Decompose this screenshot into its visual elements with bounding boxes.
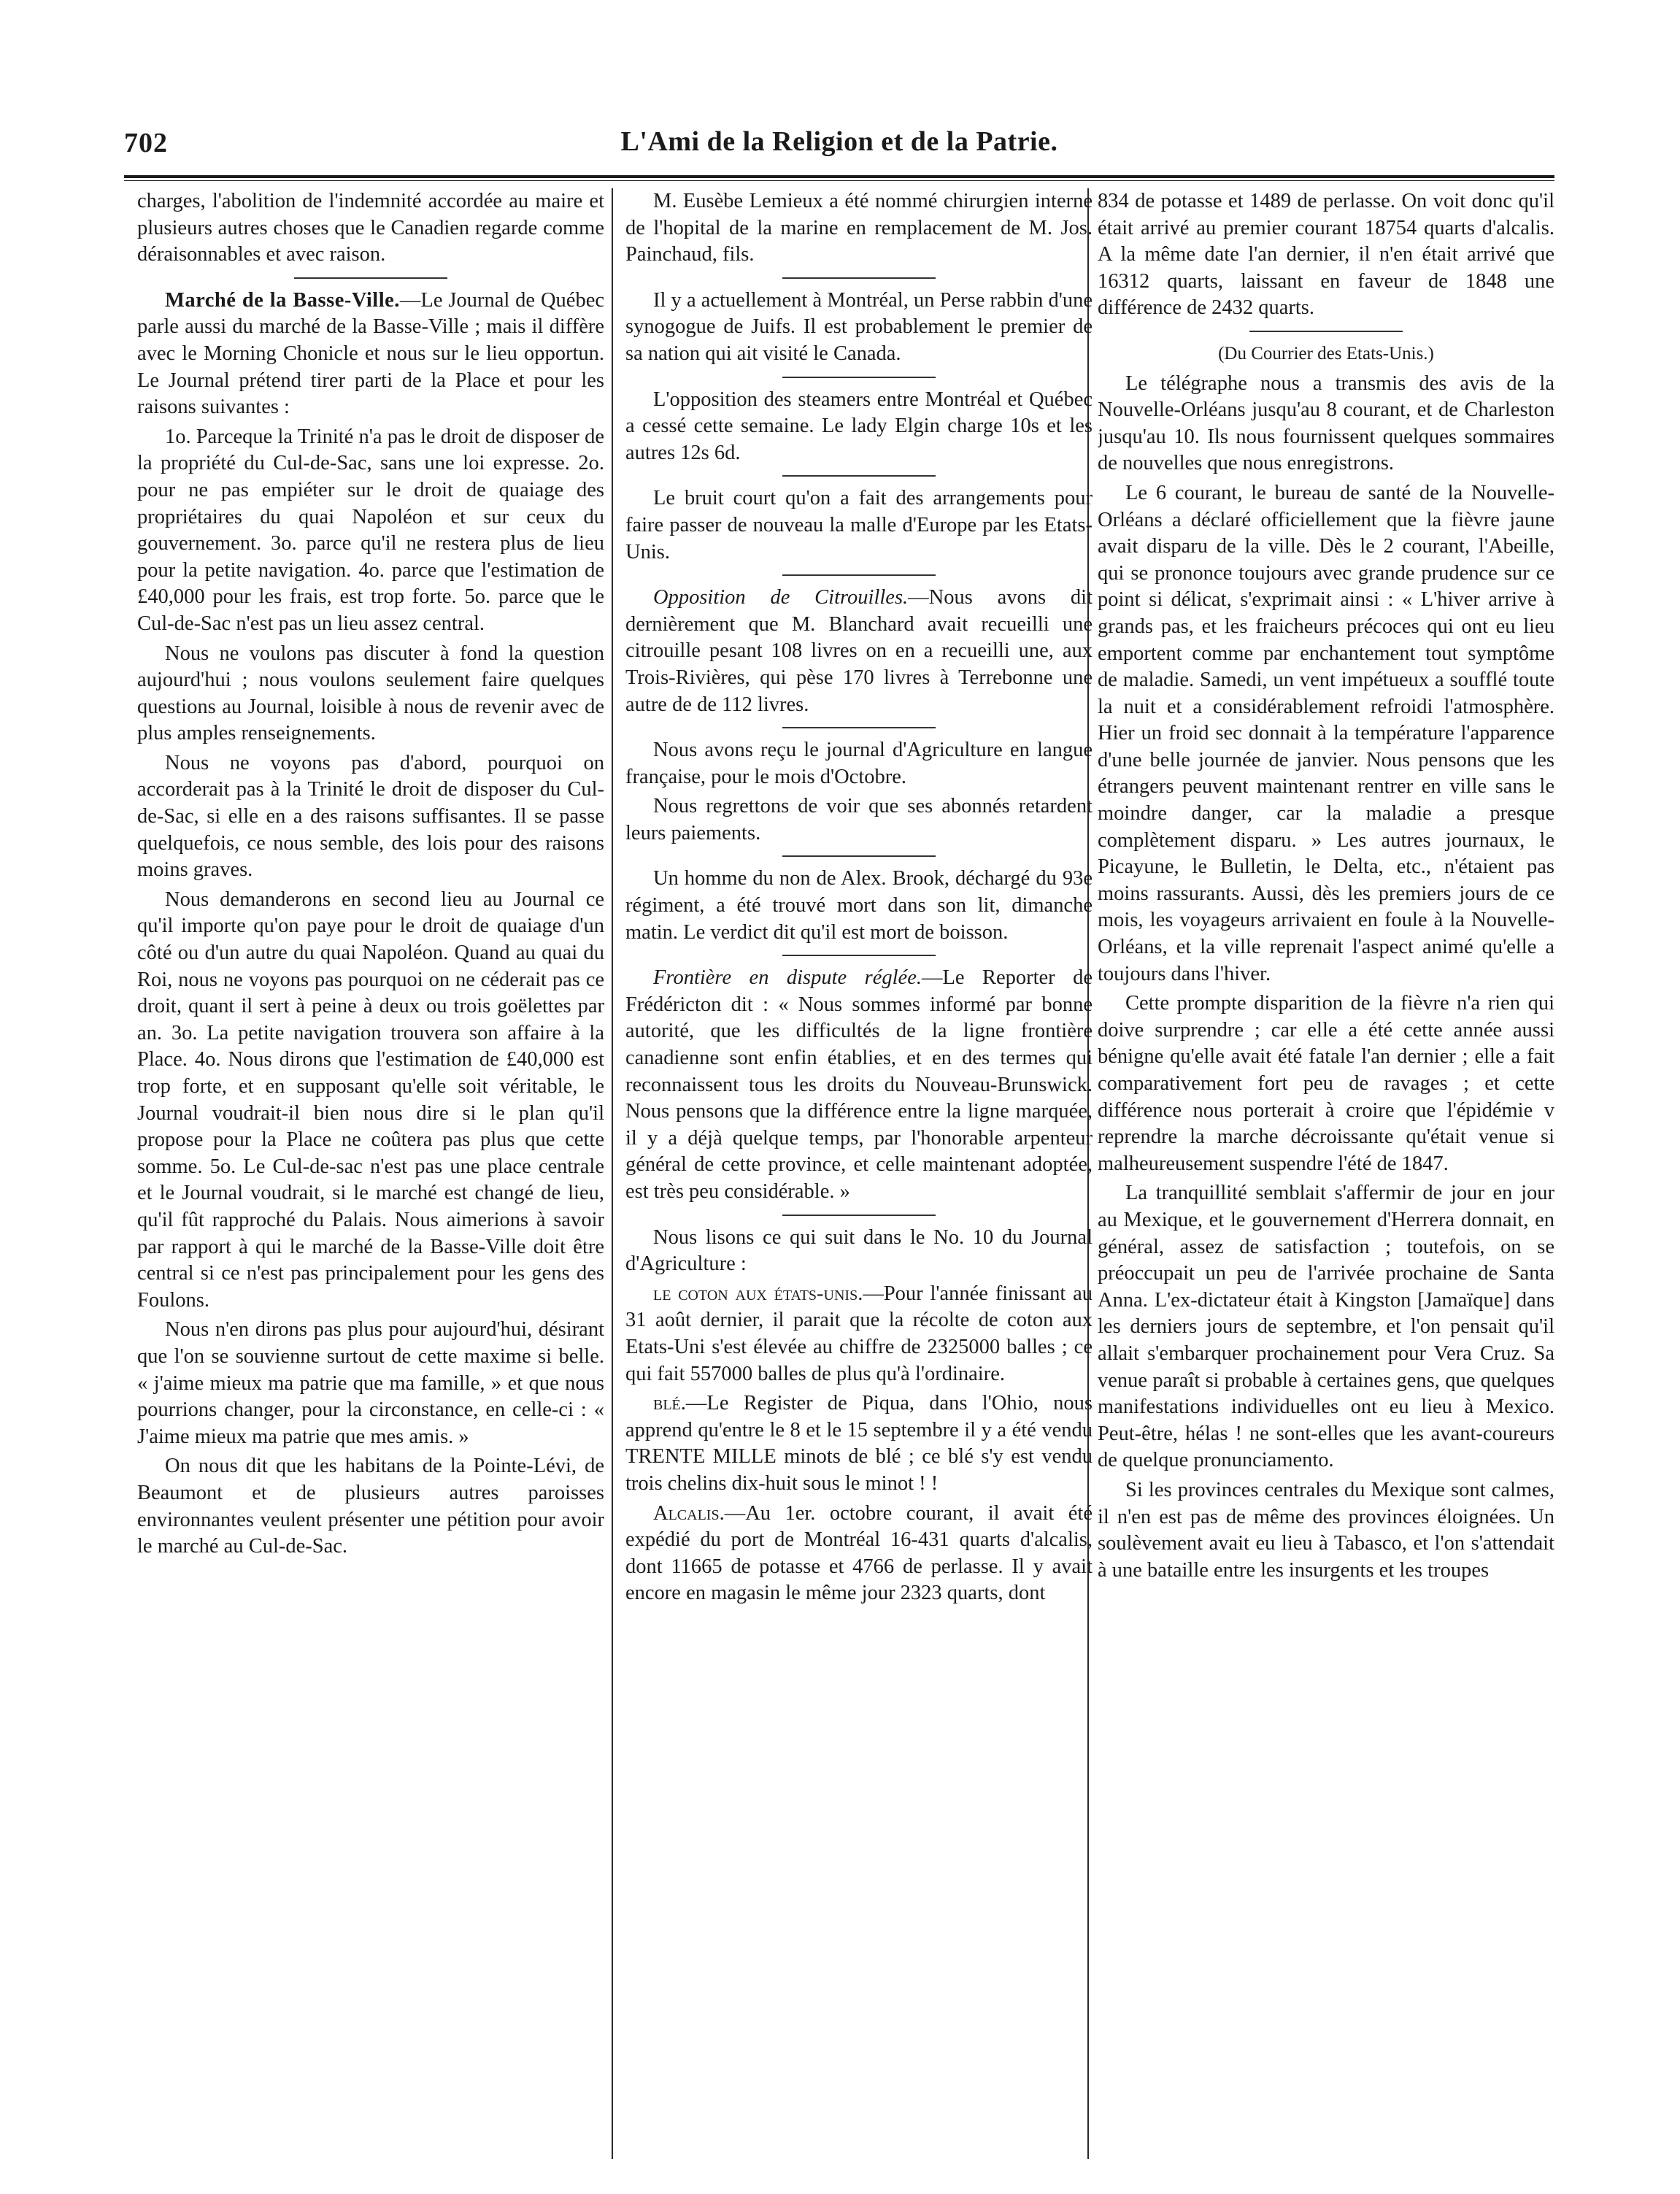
paragraph: Le 6 courant, le bureau de santé de la Nouvelle-Orléans a déclaré officiellement que la fièvre jaune avait disparu de la ville. Dès le 2 courant, l'Abeille, qui se prononce toujours avec grande prudence sur ce point si délicat, s'exprimait ainsi : « L'hiver arrive à grands pas, et les fraicheurs précoces qui ont eu lieu emportent comme par enchantement tout symptôme de maladie. Samedi, un vent impétueux a soufflé toute la nuit et a considérablement refroidi l'atmosphère. Hier un froid sec donnait à la température l'apparence d'une belle journée de janvier. Nous pensons que les étrangers peuvent maintenant rentrer en ville sans le moindre danger, car la maladie a presque complètement disparu. » Les autres journaux, le Picayune, le Bulletin, le Delta, etc., n'étaient pas moins rassurants. Aussi, dès les premiers jours de ce mois, les voyageurs arrivaient en foule à la Nouvelle-Orléans, et la ville reprenait l'aspect animé qu'elle a toujours dans l'hiver. (1098, 481, 1554, 985)
page-number: 702 (124, 128, 168, 158)
paragraph: Nous ne voyons pas d'abord, pourquoi on accorderait pas à la Trinité le droit de disposer du Cul-de-Sac, si elle en a des raisons suffisantes. Il se passe quelquefois, ce nous semble, des lois pour des raisons moins graves. (137, 751, 604, 882)
article-heading: blé. (653, 1392, 686, 1415)
article-alcalis (625, 1501, 1093, 1607)
column-3 (1098, 188, 1554, 2159)
paragraph: Nous avons reçu le journal d'Agriculture en langue française, pour le mois d'Octobre. (625, 739, 1093, 788)
paragraph: Cette prompte disparition de la fièvre n'a rien qui doive surprendre ; car elle a été cette année aussi bénigne qu'elle avait été fatale l'an dernier ; elle a fait comparativement fort peu de ravages ; et cette différence nous porterait à croire que l'épidémie v reprendre la marche décroissante qu'était venue si malheureusement suspendre l'été de 1847. (1098, 992, 1554, 1175)
separator-rule (782, 574, 936, 576)
paragraph: Nous regrettons de voir que ses abonnés retardent leurs paiements. (625, 795, 1093, 844)
separator-rule (782, 727, 936, 728)
paragraph: Si les provinces centrales du Mexique sont calmes, il n'en est pas de même des provinces éloignées. Un soulèvement avait eu lieu à Tabasco, et l'on s'attendait à une bataille entre les insurgents et les troupes (1098, 1478, 1554, 1582)
paragraph: On nous dit que les habitans de la Pointe-Lévi, de Beaumont et de plusieurs autres paroisses environnantes veulent présenter une pétition pour avoir le marché au Cul-de-Sac. (137, 1455, 604, 1558)
running-title: L'Ami de la Religion et de la Patrie. (620, 126, 1058, 157)
paragraph: Nous ne voulons pas discuter à fond la question aujourd'hui ; nous voulons seulement faire quelques questions au Journal, loisible à nous de revenir avec de plus amples renseignements. (137, 642, 604, 745)
article-body: —Le Journal de Québec parle aussi du marché de la Basse-Ville ; mais il diffère avec le Morning Chonicle et nous sur le lieu opportun. Le Journal prétend tirer parti de la Place et pour les raisons suivantes : (137, 288, 604, 419)
article-heading: Alcalis. (653, 1501, 725, 1525)
article-ble (625, 1390, 1093, 1497)
separator-rule (782, 855, 936, 857)
article-frontiere (625, 965, 1093, 1205)
article-heading: Opposition de Citrouilles. (653, 586, 909, 609)
article-body: —Au 1er. octobre courant, il avait été expédié du port de Montréal 16-431 quarts d'alcalis, dont 11665 de potasse et 4766 de perlasse. Il y avait encore en magasin le même jour 2323 quarts, dont (625, 1501, 1093, 1605)
article-body: —Pour l'année finissant au 31 août dernier, il parait que la récolte de coton aux Etats-Uni s'est élevée au chiffre de 2325000 balles ; ce qui fait 557000 balles de plus qu'à l'ordinaire. (625, 1282, 1093, 1385)
paragraph: 1o. Parceque la Trinité n'a pas le droit de disposer de la propriété du Cul-de-Sac, sans une loi expresse. 2o. pour ne pas empiéter sur le droit de quaiage des propriétaires du quai Napoléon et sur ceux du gouvernement. 3o. parce qu'il ne restera plus de lieu pour la petite navigation. 4o. parce que l'estimation de £40,000 pour les frais, est trop forte. 5o. parce que le Cul-de-Sac n'est pas un lieu assez central. (137, 425, 604, 635)
paragraph: Le télégraphe nous a transmis des avis de la Nouvelle-Orléans jusqu'au 8 courant, et de Charleston jusqu'au 10. Ils nous fournissent quelques sommaires de nouvelles que nous enregistrons. (1098, 372, 1554, 475)
paragraph: Il y a actuellement à Montréal, un Perse rabbin d'une synogogue de Juifs. Il est probablement le premier de sa nation qui ait visité le Canada. (625, 288, 1093, 365)
separator-rule (782, 1215, 936, 1216)
article-body: —Le Register de Piqua, dans l'Ohio, nous apprend qu'entre le 8 et le 15 septembre il y a été vendu TRENTE MILLE minots de blé ; ce blé s'y est vendu trois chelins dix-huit sous le minot ! ! (625, 1392, 1093, 1495)
article-marche-basse-ville (137, 288, 604, 421)
article-body: —Nous avons dit dernièrement que M. Blanchard avait recueilli une citrouille pesant 108 livres on en a recueilli une, aux Trois-Rivières, qui pèse 170 livres à Terrebonne une autre de de 112 livres. (625, 586, 1093, 716)
paragraph: Nous demanderons en second lieu au Journal ce qu'il importe qu'on paye pour le droit de quaiage d'un côté ou d'un autre du quai Napoléon. Quand au quai du Roi, nous ne voyons pas pourquoi on ne céderait pas ce droit, quant il sert à peine à deux ou trois goëlettes par an. 3o. La petite navigation trouvera son affaire à la Place. 4o. Nous dirons que l'estimation de £40,000 est trop forte, et en supposant qu'elle soit véritable, le Journal voudrait-il bien nous dire si le plan qu'il propose pour la Place ne coûtera pas plus que cette somme. 5o. Le Cul-de-sac n'est pas une place centrale et le Journal voudrait, si le marché est changé de lieu, qu'il fût rapproché du Palais. Nous aimerions à savoir par rapport à qui le marché de la Basse-Ville doit être central si ce n'est pas principalement pour les gens des Foulons. (137, 888, 604, 1312)
article-body: —Le Reporter de Frédéricton dit : « Nous sommes informé par bonne autorité, que les difficultés de la ligne frontière canadienne sont enfin établies, et en des termes qui reconnaissent tous les droits du Nouveau-Brunswick. Nous pensons que la différence entre la ligne marquée, il y a déjà quelque temps, par l'honorable arpenteur général de cette province, et celle maintenant adoptée, est très peu considérable. » (625, 966, 1093, 1203)
separator-rule (782, 377, 936, 378)
paragraph: Le bruit court qu'on a fait des arrangements pour faire passer de nouveau la malle d'Europe par les Etats-Unis. (625, 487, 1093, 563)
source-dateline: (Du Courrier des Etats-Unis.) (1218, 343, 1434, 363)
column-2 (625, 188, 1093, 2159)
paragraph: M. Eusèbe Lemieux a été nommé chirurgien interne de l'hopital de la marine en remplacement de M. Jos. Painchaud, fils. (625, 190, 1093, 266)
paragraph: Un homme du non de Alex. Brook, déchargé du 93e régiment, a été trouvé mort dans son lit, dimanche matin. Le verdict dit qu'il est mort de boisson. (625, 867, 1093, 944)
paragraph: La tranquillité semblait s'affermir de jour en jour au Mexique, et le gouvernement d'Herrera donnait, en général, assez de satisfaction ; toutefois, on se préoccupait un peu de l'arrivée prochaine de Santa Anna. L'ex-dictateur était à Kingston [Jamaïque] dans les derniers jours de septembre, et l'on pensait qu'il allait s'embarquer prochainement pour Vera Cruz. Sa venue paraît si probable à certaines gens, que quelques manifestations individuelles ont eu lieu à Mexico. Peut-être, hélas ! ne sont-elles que les avant-coureurs de quelque pronunciamento. (1098, 1182, 1554, 1472)
column-divider (612, 188, 613, 2159)
article-citrouilles (625, 585, 1093, 718)
column-1 (137, 188, 604, 2159)
separator-rule (782, 475, 936, 477)
article-heading: Frontière en dispute réglée. (653, 966, 922, 990)
separator-rule (782, 277, 936, 279)
paragraph: charges, l'abolition de l'indemnité accordée au maire et plusieurs autres choses que le Canadien regarde comme déraisonnables et avec raison. (137, 190, 604, 266)
separator-rule (782, 955, 936, 956)
article-coton (625, 1281, 1093, 1387)
paragraph: L'opposition des steamers entre Montréal et Québec a cessé cette semaine. Le lady Elgin charge 10s et les autres 12s 6d. (625, 388, 1093, 464)
paragraph: 834 de potasse et 1489 de perlasse. On voit donc qu'il était arrivé au premier courant 18754 quarts d'alcalis. A la même date l'an dernier, il n'en était arrivé que 16312 quarts, laissant en faveur de 1848 une différence de 2432 quarts. (1098, 190, 1554, 320)
article-heading: le coton aux états-unis. (653, 1282, 863, 1305)
page-header (124, 123, 1554, 174)
paragraph: Nous lisons ce qui suit dans le No. 10 du Journal d'Agriculture : (625, 1225, 1093, 1276)
separator-rule (294, 277, 447, 279)
paragraph: Nous n'en dirons pas plus pour aujourd'hui, désirant que l'on se souvienne surtout de cette maxime si belle. « j'aime mieux ma patrie que ma famille, » et que nous pourrions changer, pour la circonstance, en celle-ci : « J'aime mieux ma patrie que mes amis. » (137, 1318, 604, 1448)
header-rule (124, 175, 1554, 181)
separator-rule (1249, 331, 1403, 332)
article-heading: Marché de la Basse-Ville. (165, 288, 400, 312)
